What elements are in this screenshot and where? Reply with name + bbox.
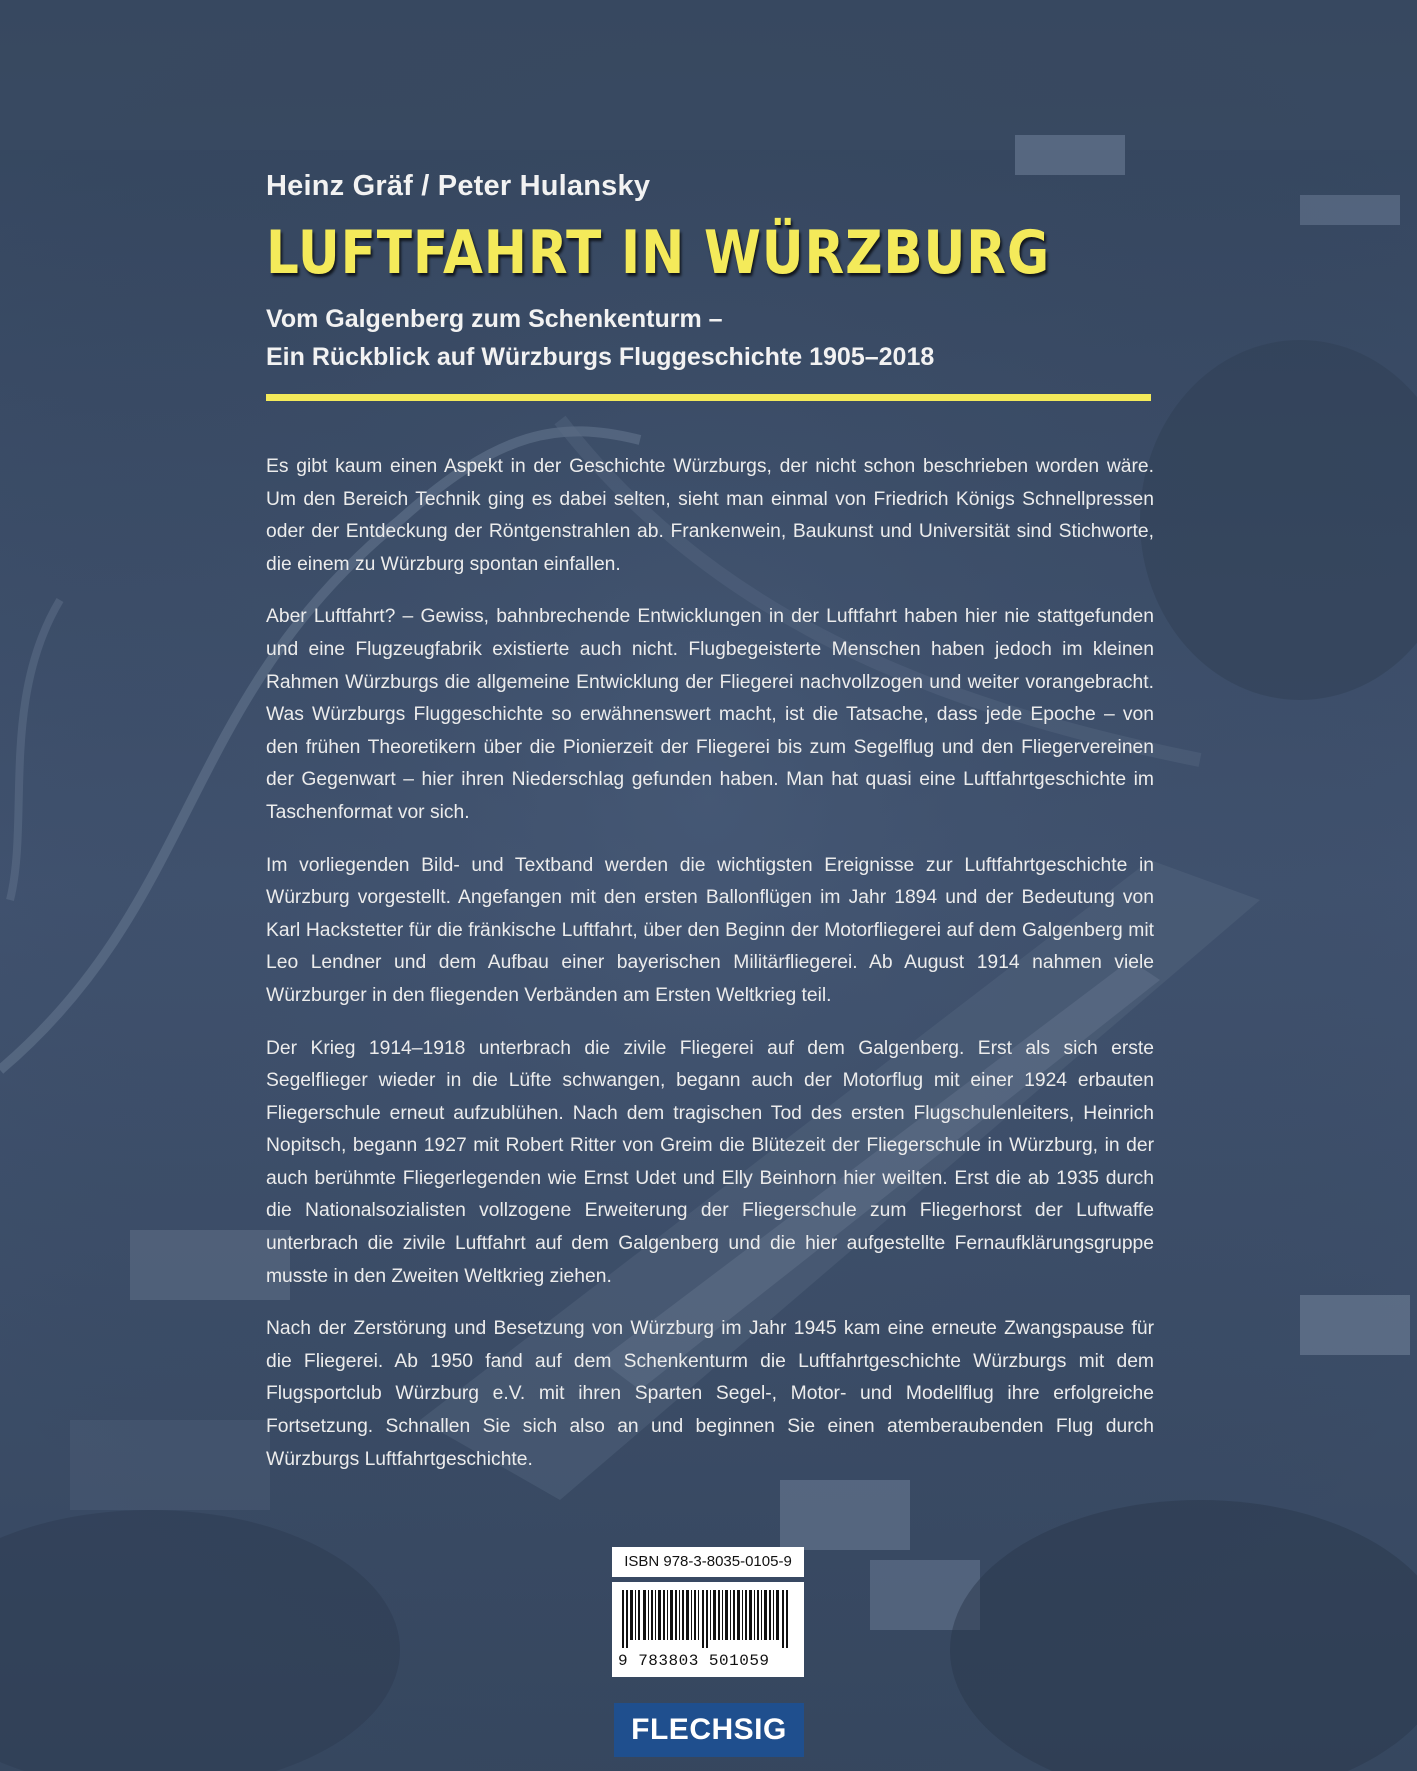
isbn-label: ISBN 978-3-8035-0105-9: [612, 1547, 804, 1577]
yellow-divider: [266, 394, 1151, 401]
barcode-bars: [622, 1590, 794, 1648]
paragraph: Es gibt kaum einen Aspekt in der Geschichte Würzburgs, der nicht schon beschrieben worden wäre. Um den Bereich Technik ging es dabei selten, sieht man einmal von Friedrich Königs Schnellpressen oder der Entdeckung der Röntgenstrahlen ab. Frankenwein, Baukunst und Universität sind Stichworte, die einem zu Würzburg spontan einfallen.: [266, 456, 1154, 575]
paragraph: Aber Luftfahrt? – Gewiss, bahnbrechende Entwicklungen in der Luftfahrt haben hier nie stattgefunden und eine Flugzeugfabrik existierte auch nicht. Flugbegeisterte Menschen haben jedoch im kleinen Rahmen Würzburgs die allgemeine Entwicklung der Fliegerei nachvollzogen und weiter vorangebracht. Was Würzburgs Fluggeschichte so erwähnenswert macht, ist die Tatsache, dass jede Epoche – von den frühen Theoretikern über die Pionierzeit der Fliegerei bis zum Segelflug und den Fliegervereinen der Gegenwart – hier ihren Niederschlag gefunden haben. Man hat quasi eine Luftfahrtgeschichte im Taschenformat vor sich.: [266, 606, 1154, 823]
barcode-digits: 9 783803 501059: [618, 1652, 770, 1670]
book-title: LUFTFAHRT IN WÜRZBURG: [266, 218, 1051, 288]
blurb-text: [266, 451, 1154, 1496]
subtitle-line-1: Vom Galgenberg zum Schenkenturm –: [266, 305, 723, 333]
barcode: [612, 1582, 804, 1677]
subtitle-line-2: Ein Rückblick auf Würzburgs Fluggeschichte 1905–2018: [266, 343, 935, 371]
paragraph: Im vorliegenden Bild- und Textband werden die wichtigsten Ereignisse zur Luftfahrtgeschichte in Würzburg vorgestellt. Angefangen mit den ersten Ballonflügen im Jahr 1894 und der Bedeutung von Karl Hackstetter für die fränkische Luftfahrt, über den Beginn der Motorfliegerei auf dem Galgenberg mit Leo Lendner und dem Aufbau einer bayerischen Militärfliegerei. Ab August 1914 nahmen viele Würzburger in den fliegenden Verbänden am Ersten Weltkrieg teil.: [266, 854, 1154, 1006]
book-subtitle: [266, 300, 934, 376]
publisher-logo: FLECHSIG: [614, 1703, 804, 1757]
paragraph: Der Krieg 1914–1918 unterbrach die zivile Fliegerei auf dem Galgenberg. Erst als sich erste Segelflieger wieder in die Lüfte schwangen, begann auch der Motorflug mit einer 1924 erbauten Fliegerschule erneut aufzublühen. Nach dem tragischen Tod des ersten Flugschulenleiters, Heinrich Nopitsch, begann 1927 mit Robert Ritter von Greim die Blütezeit der Fliegerschule in Würzburg, in der auch berühmte Fliegerlegenden wie Ernst Udet und Elly Beinhorn hier weilten. Erst die ab 1935 durch die Nationalsozialisten vollzogene Erweiterung der Fliegerschule zum Fliegerhorst der Luftwaffe unterbrach die zivile Luftfahrt auf dem Galgenberg und die hier aufgestellte Fernaufklärungsgruppe musste in den Zweiten Weltkrieg ziehen.: [266, 1037, 1154, 1287]
authors: Heinz Gräf / Peter Hulansky: [266, 170, 651, 202]
paragraph: Nach der Zerstörung und Besetzung von Würzburg im Jahr 1945 kam eine erneute Zwangspause für die Fliegerei. Ab 1950 fand auf dem Schenkenturm die Luftfahrtgeschichte Würzburgs mit dem Flugsportclub Würzburg e.V. mit ihren Sparten Segel-, Motor- und Modellflug ihre erfolgreiche Fortsetzung. Schnallen Sie sich also an und beginnen Sie einen atemberaubenden Flug durch Würzburgs Luftfahrtgeschichte.: [266, 1318, 1154, 1470]
